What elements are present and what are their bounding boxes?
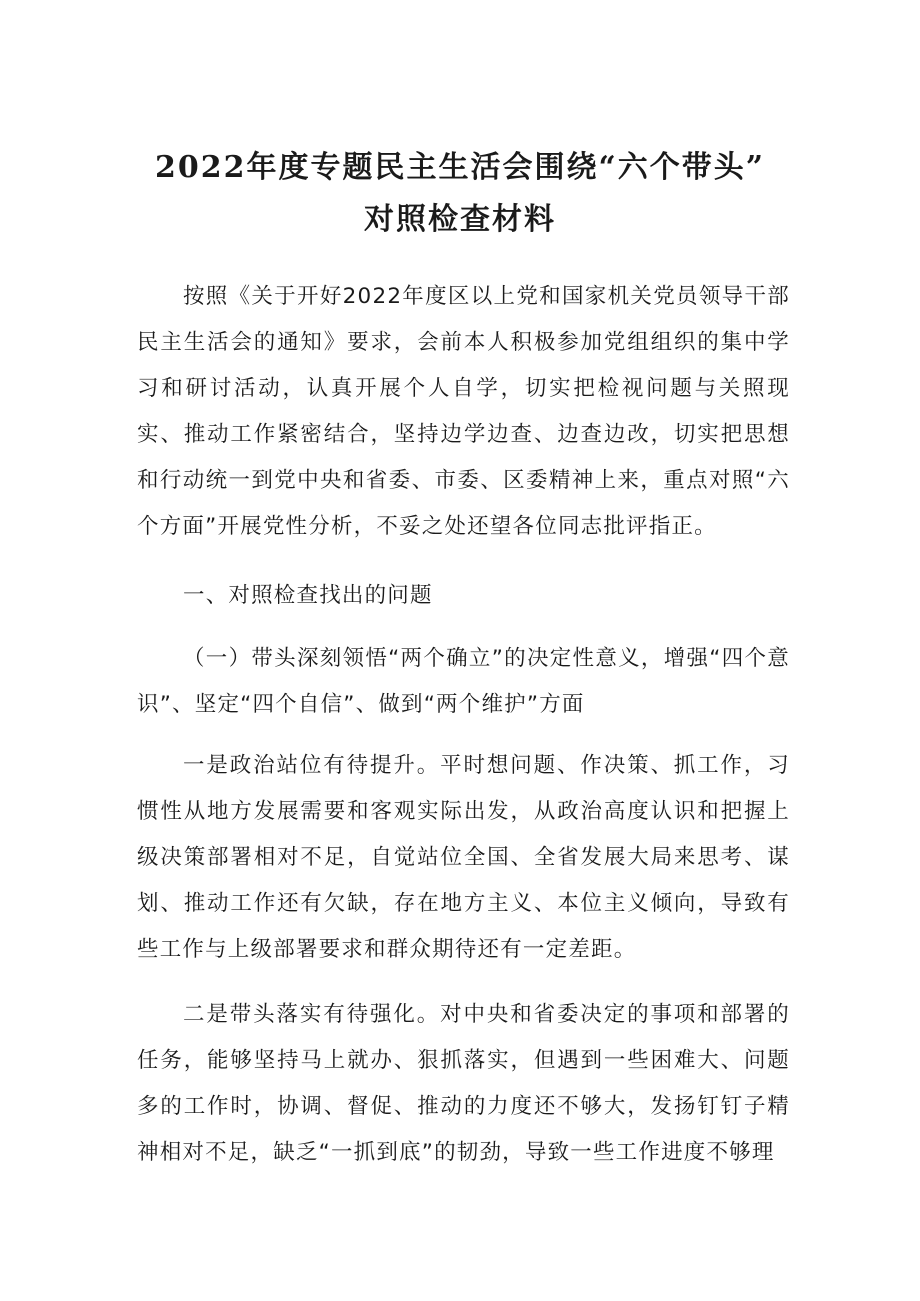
body-paragraph-2: 二是带头落实有待强化。对中央和省委决定的事项和部署的任务，能够坚持马上就办、狠抓落实，但遇到一些困难大、问题多的工作时，协调、督促、推动的力度还不够大，发扬钉钉子精神相对不足，缺乏“一抓到底”的韧劲，导致一些工作进度不够理 — [137, 1002, 790, 1165]
document-title-line-2: 对照检查材料 — [364, 202, 556, 237]
section-heading: 一、对照检查找出的问题 — [183, 583, 433, 608]
body-paragraph-1: 一是政治站位有待提升。平时想问题、作决策、抓工作，习惯性从地方发展需要和客观实际出发，从政治高度认识和把握上级决策部署相对不足，自觉站位全国、全省发展大局来思考、谋划、推动工作还有欠缺，存在地方主义、本位主义倾向，导致有些工作与上级部署要求和群众期待还有一定差距。 — [137, 753, 790, 962]
subsection-heading: （一）带头深刻领悟“两个确立”的决定性意义，增强“四个意识”、坚定“四个自信”、做到“两个维护”方面 — [137, 646, 790, 717]
intro-paragraph: 按照《关于开好2022年度区以上党和国家机关党员领导干部民主生活会的通知》要求，会前本人积极参加党组组织的集中学习和研讨活动，认真开展个人自学，切实把检视问题与关照现实、推动工作紧密结合，坚持边学边查、边查边改，切实把思想和行动统一到党中央和省委、市委、区委精神上来，重点对照“六个方面”开展党性分析，不妥之处还望各位同志批评指正。 — [137, 284, 790, 539]
document-title-line-1: 2022年度专题民主生活会围绕“六个带头” — [154, 150, 765, 185]
